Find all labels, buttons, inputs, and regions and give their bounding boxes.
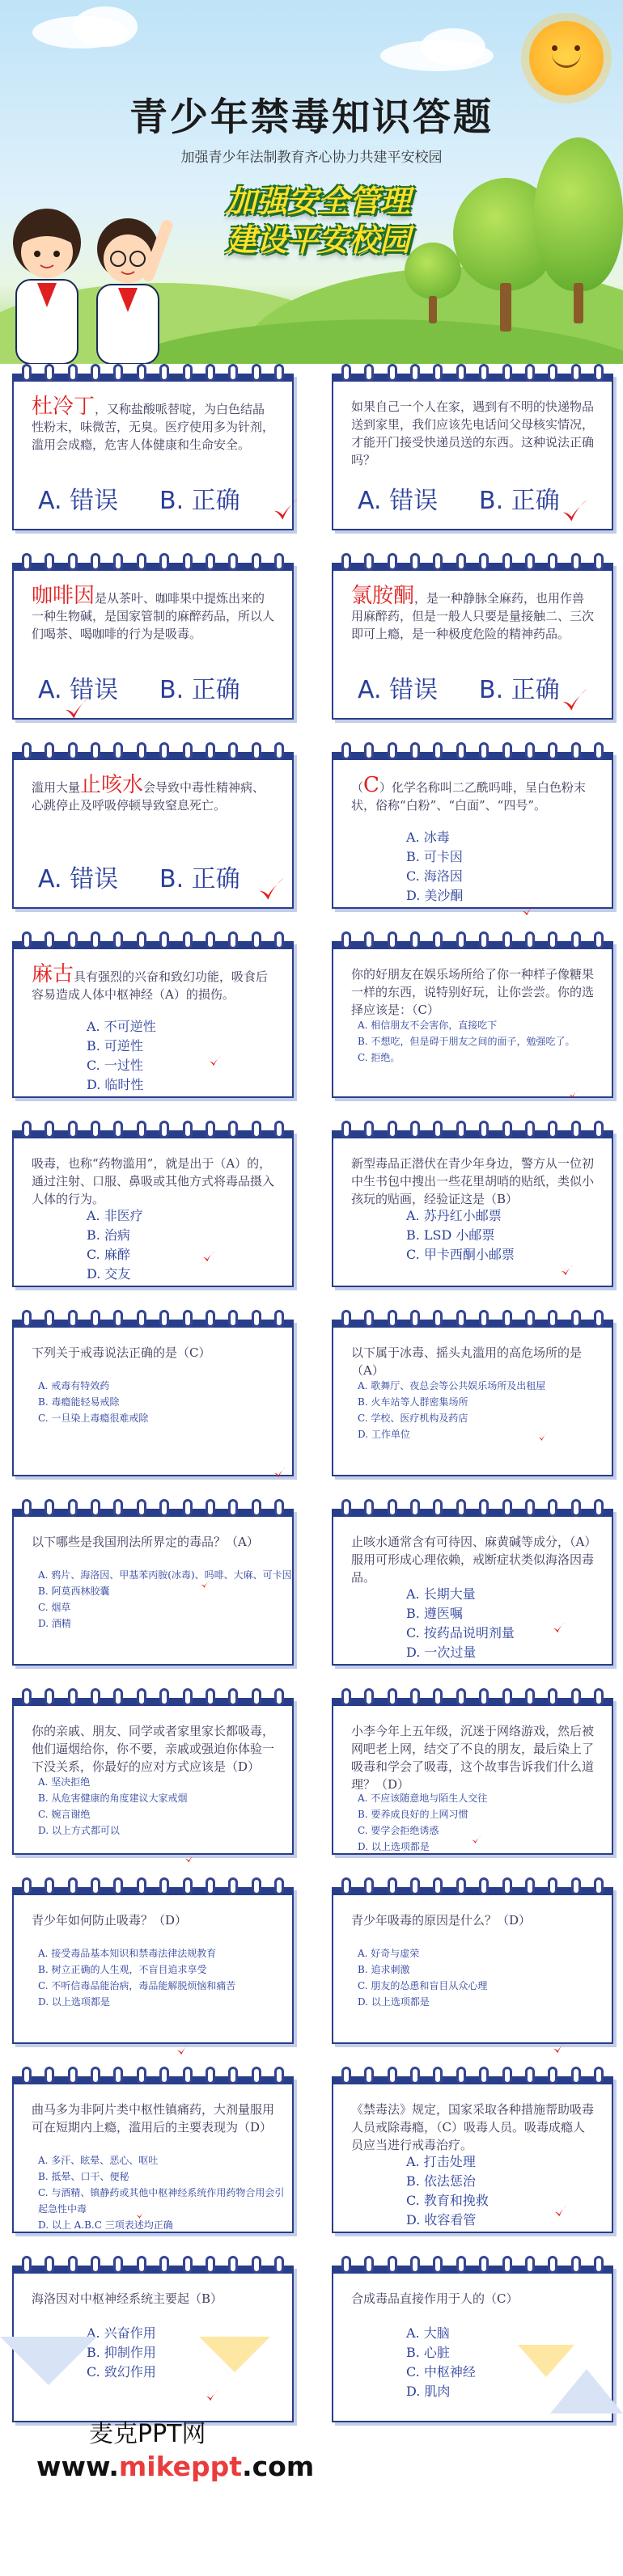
page-subtitle: 加强青少年法制教育齐心协力共建平安校园 xyxy=(180,150,443,166)
url-suffix: .com xyxy=(242,2451,315,2482)
highlight-keyword: 杜冷丁 xyxy=(32,395,95,419)
url-prefix: www. xyxy=(36,2451,119,2482)
answer-option[interactable]: A. 打击处理 xyxy=(406,2154,476,2169)
highlight-keyword: 止咳水 xyxy=(80,773,144,797)
highlight-keyword: 咖啡因 xyxy=(32,584,95,608)
binder-rings xyxy=(341,1688,604,1706)
checkmark-icon xyxy=(521,903,536,918)
question-body: 以下哪些是我国刑法所界定的毒品？（A） xyxy=(32,1535,259,1549)
checkmark-icon xyxy=(471,1834,482,1845)
question-body: 具有强烈的兴奋和致幻功能，吸食后容易造成人体中枢神经（A）的损伤。 xyxy=(32,969,269,1002)
answer-option[interactable]: D. 肌肉 xyxy=(406,2384,451,2399)
question-text xyxy=(32,395,276,454)
checkmark-icon xyxy=(271,495,300,524)
answer-option[interactable]: C. 朋友的怂恿和盲目从众心理 xyxy=(358,1980,488,1991)
answer-option[interactable]: A. 坚决拒绝 xyxy=(38,1776,91,1788)
quiz-card xyxy=(12,752,294,909)
answer-option[interactable]: C. 致幻作用 xyxy=(87,2364,156,2380)
answer-option[interactable]: C. 教育和挽救 xyxy=(406,2193,489,2208)
question-text xyxy=(32,584,276,643)
answer-option[interactable]: A. 不可逆性 xyxy=(87,1019,156,1034)
answer-option[interactable]: C. 一过性 xyxy=(87,1058,143,1073)
answer-option[interactable]: B. 不想吃，但是碍于朋友之间的面子，勉强吃了。 xyxy=(358,1036,575,1047)
answer-option[interactable]: A. 冰毒 xyxy=(406,830,450,845)
answer-option[interactable]: C. 婉言谢绝 xyxy=(38,1809,91,1820)
checkmark-icon xyxy=(552,1620,566,1635)
option-list xyxy=(38,1378,148,1426)
binder-rings xyxy=(341,364,604,382)
slogan xyxy=(184,182,451,260)
question-text xyxy=(351,1533,595,1586)
url-accent: mikeppt xyxy=(118,2451,243,2482)
option-list xyxy=(38,1945,235,2010)
answer-option[interactable]: C. 拒绝。 xyxy=(358,1052,400,1063)
answer-option[interactable]: C. 甲卡西酮小邮票 xyxy=(406,1247,515,1262)
answer-option[interactable]: B. 火车站等人群密集场所 xyxy=(358,1396,468,1408)
quiz-card xyxy=(332,1887,613,2044)
question-body: 止咳水通常含有可待因、麻黄碱等成分，（A）服用可形成心理依赖，戒断症状类似海洛因毒品。 xyxy=(351,1535,595,1585)
answer-option-a[interactable]: A. 错误 xyxy=(38,865,119,893)
question-text xyxy=(32,1911,276,1929)
answer-option[interactable]: C. 一旦染上毒瘾很难戒除 xyxy=(38,1413,149,1424)
question-text xyxy=(32,1722,276,1776)
answer-option[interactable]: B. 要养成良好的上网习惯 xyxy=(358,1809,468,1820)
footer-brand: 麦克PPT网 xyxy=(89,2420,206,2448)
answer-option-a[interactable]: A. 错误 xyxy=(38,487,119,515)
answer-option[interactable]: B. 可逆性 xyxy=(87,1038,143,1054)
question-body: 小李今年上五年级，沉迷于网络游戏，然后被网吧老上网，结交了不良的朋友，最后染上了吸毒和学会了吸毒，这个故事告诉我们什么道理？（D） xyxy=(351,1724,595,1792)
checkmark-icon xyxy=(176,2042,190,2057)
question-text xyxy=(32,1155,276,1208)
quiz-card xyxy=(332,1698,613,1855)
answer-option[interactable]: D. 以上选项都是 xyxy=(358,1841,430,1852)
answer-option[interactable]: B. LSD 小邮票 xyxy=(406,1227,495,1243)
answer-option[interactable]: C. 要学会拒绝诱惑 xyxy=(358,1825,439,1836)
answer-option-b[interactable]: B. 正确 xyxy=(479,676,560,704)
option-list xyxy=(406,1206,515,1265)
highlight-keyword: C xyxy=(363,773,379,797)
answer-option[interactable]: A. 大脑 xyxy=(406,2325,450,2341)
answer-option[interactable]: C. 学校、医疗机构及药店 xyxy=(358,1413,468,1424)
checkmark-icon xyxy=(560,496,589,526)
question-body: ）化学名称叫二乙酰吗啡，呈白色粉末状，俗称“白粉”、“白面”、“四号”。 xyxy=(351,780,586,813)
quiz-card xyxy=(332,563,613,720)
question-body: 曲马多为非阿片类中枢性镇痛药，大剂量服用可在短期内上瘾，滥用后的主要表现为（D） xyxy=(32,2102,275,2135)
answer-option[interactable]: D. 美沙酮 xyxy=(406,888,464,903)
binder-rings xyxy=(22,1877,284,1895)
checkmark-icon xyxy=(208,1054,222,1068)
binder-rings xyxy=(341,1121,604,1138)
question-body: ，又称盐酸哌替啶，为白色结晶性粉末，味微苦，无臭。医疗使用多为针剂，滥用会成瘾，危害人体健康和生命安全。 xyxy=(32,402,275,452)
question-text xyxy=(351,1155,595,1208)
question-body: 下列关于戒毒说法正确的是（C） xyxy=(32,1345,211,1360)
answer-option-b[interactable]: B. 正确 xyxy=(479,487,560,515)
answer-option[interactable]: B. 心脏 xyxy=(406,2345,450,2360)
answer-option[interactable]: A. 不应该随意地与陌生人交往 xyxy=(358,1793,488,1804)
question-body: 《禁毒法》规定，国家采取各种措施帮助吸毒人员戒除毒瘾，（C）吸毒人员。吸毒成瘾人员应当进行戒毒治疗。 xyxy=(351,2102,595,2152)
answer-option[interactable]: C. 烟草 xyxy=(38,1602,71,1613)
question-text xyxy=(32,2290,276,2308)
answer-option[interactable]: B. 从危害健康的角度建议大家戒烟 xyxy=(38,1793,188,1804)
option-list xyxy=(358,1017,574,1066)
sun-icon xyxy=(529,21,604,95)
question-body: 以下属于冰毒、摇头丸滥用的高危场所的是（A） xyxy=(351,1345,583,1378)
answer-option[interactable]: A. 兴奋作用 xyxy=(87,2325,156,2341)
binder-rings xyxy=(22,1310,284,1328)
answer-option[interactable]: A. 鸦片、海洛因、甲基苯丙胺(冰毒)、吗啡、大麻、可卡因 xyxy=(38,1569,292,1581)
checkmark-icon xyxy=(560,686,589,715)
header-banner xyxy=(0,0,623,364)
option-list xyxy=(87,1017,156,1095)
option-list xyxy=(38,1774,187,1839)
question-prefix: （ xyxy=(351,780,364,795)
question-text xyxy=(351,2290,595,2308)
question-text xyxy=(32,962,276,1003)
answer-option[interactable]: D. 临时性 xyxy=(87,1077,144,1092)
answer-option[interactable]: D. 收容看管 xyxy=(406,2212,477,2228)
binder-rings xyxy=(341,2067,604,2084)
answer-option-a[interactable]: A. 错误 xyxy=(358,487,439,515)
answer-option[interactable]: A. 相信朋友不会害你，直接吃下 xyxy=(358,1020,498,1031)
answer-option[interactable]: B. 抑制作用 xyxy=(87,2345,156,2360)
question-text xyxy=(32,773,276,814)
binder-rings xyxy=(22,364,284,382)
binder-rings xyxy=(22,1121,284,1138)
answer-option[interactable]: B. 依法惩治 xyxy=(406,2173,476,2189)
checkmark-icon xyxy=(568,1088,579,1100)
answer-option[interactable]: C. 不听信毒品能治病，毒品能解脱烦恼和痛苦 xyxy=(38,1980,236,1991)
student-illustration xyxy=(0,186,186,364)
quiz-card xyxy=(332,2076,613,2233)
binder-rings xyxy=(341,1877,604,1895)
binder-rings xyxy=(341,1310,604,1328)
answer-option-b[interactable]: B. 正确 xyxy=(159,487,240,515)
answer-option-b[interactable]: B. 正确 xyxy=(159,865,240,893)
option-list xyxy=(406,828,463,906)
answer-option[interactable]: A. 戒毒有特效药 xyxy=(38,1380,110,1391)
question-body: 合成毒品直接作用于人的（C） xyxy=(351,2291,519,2306)
binder-rings xyxy=(22,2256,284,2274)
question-prefix: 滥用大量 xyxy=(32,780,81,795)
answer-option-b[interactable]: B. 正确 xyxy=(159,676,240,704)
quiz-card xyxy=(332,374,613,530)
answer-option[interactable]: D. 工作单位 xyxy=(358,1429,410,1440)
question-text xyxy=(351,2101,595,2154)
option-list xyxy=(406,1585,515,1662)
answer-option[interactable]: C. 海洛因 xyxy=(406,868,463,884)
answer-option[interactable]: A. 长期大量 xyxy=(406,1586,476,1602)
checkmark-icon xyxy=(560,1263,574,1277)
question-body: 吸毒，也称“药物滥用”，就是出于（A）的，通过注射、口服、鼻吸或其他方式将毒品摄入人体的行为。 xyxy=(32,1156,275,1206)
question-text xyxy=(351,1722,595,1793)
quiz-card xyxy=(12,1509,294,1666)
binder-rings xyxy=(22,2067,284,2084)
checkmark-icon xyxy=(256,875,286,904)
question-body: 海洛因对中枢神经系统主要起（B） xyxy=(32,2291,223,2306)
quiz-card xyxy=(12,563,294,720)
answer-option[interactable]: D. 交友 xyxy=(87,1266,131,1282)
checkmark-icon xyxy=(537,1431,549,1442)
answer-option[interactable]: B. 追求刺激 xyxy=(358,1964,410,1975)
quiz-card xyxy=(12,1887,294,2044)
footer-url-link[interactable] xyxy=(36,2451,314,2482)
answer-option[interactable]: A. 接受毒品基本知识和禁毒法律法规教育 xyxy=(38,1948,217,1959)
answer-option[interactable]: C. 麻醉 xyxy=(87,1247,130,1262)
answer-option[interactable]: D. 以上选项都是 xyxy=(38,1996,110,2008)
answer-option[interactable]: A. 好奇与虚荣 xyxy=(358,1948,420,1959)
option-list xyxy=(358,1378,545,1442)
answer-option[interactable]: B. 树立正确的人生观，不盲目追求享受 xyxy=(38,1964,207,1975)
question-body: 新型毒品正潜伏在青少年身边，警方从一位初中生书包中搜出一些花里胡哨的贴纸，类似小孩玩的贴画，经验证这是（B） xyxy=(351,1156,595,1206)
answer-option[interactable]: B. 可卡因 xyxy=(406,849,463,864)
binder-rings xyxy=(22,553,284,571)
quiz-card xyxy=(332,1509,613,1666)
highlight-keyword: 氯胺酮 xyxy=(351,584,415,608)
answer-option[interactable]: D. 酒精 xyxy=(38,1618,71,1629)
answer-option[interactable]: B. 遵医嘱 xyxy=(406,1606,463,1621)
question-text xyxy=(351,773,595,814)
question-text xyxy=(351,584,595,643)
quiz-card xyxy=(332,752,613,909)
checkmark-icon xyxy=(273,1465,287,1480)
binder-rings xyxy=(22,1688,284,1706)
question-body: 会导致中毒性精神病、心跳停止及呼吸停顿导致窒息死亡。 xyxy=(32,780,265,813)
answer-option[interactable]: A. 非医疗 xyxy=(87,1208,143,1223)
answer-option[interactable]: B. 阿莫西林胶囊 xyxy=(38,1586,110,1597)
answer-option[interactable]: B. 毒瘾能轻易戒除 xyxy=(38,1396,120,1408)
binder-rings xyxy=(341,2256,604,2274)
quiz-card xyxy=(332,1320,613,1476)
question-text xyxy=(351,398,595,469)
binder-rings xyxy=(22,931,284,949)
question-text xyxy=(351,1344,595,1379)
question-text xyxy=(32,2101,276,2136)
question-text xyxy=(351,1911,595,1929)
question-body: 青少年如何防止吸毒？（D） xyxy=(32,1913,188,1928)
binder-rings xyxy=(341,742,604,760)
question-text xyxy=(351,965,595,1019)
checkmark-icon xyxy=(135,2209,146,2220)
question-text xyxy=(32,1344,276,1362)
answer-option[interactable]: D. 一次过量 xyxy=(406,1645,477,1660)
quiz-card xyxy=(12,2076,294,2233)
binder-rings xyxy=(22,742,284,760)
option-list xyxy=(38,1567,292,1632)
question-body: 你的好朋友在娱乐场所给了你一种样子像糖果一样的东西，说特别好玩，让你尝尝。你的选择应该是：（C） xyxy=(351,967,595,1017)
checkmark-icon xyxy=(184,1852,197,1864)
option-list xyxy=(38,2152,292,2233)
quiz-card xyxy=(332,1130,613,1287)
binder-rings xyxy=(22,1499,284,1517)
question-body: 如果自己一个人在家，遇到有不明的快递物品送到家里，我们应该先电话问父母核实情况，才能开门接受快递员送的东西。这种说法正确吗？ xyxy=(351,399,595,467)
page-title: 青少年禁毒知识答题 xyxy=(129,95,494,140)
checkmark-icon xyxy=(200,1578,211,1590)
answer-option[interactable]: A. 苏丹红小邮票 xyxy=(406,1208,502,1223)
answer-option[interactable]: B. 治病 xyxy=(87,1227,130,1243)
option-list xyxy=(358,1790,487,1855)
answer-option[interactable]: C. 按药品说明剂量 xyxy=(406,1625,515,1641)
checkmark-icon xyxy=(62,694,91,723)
question-body: 你的亲戚、朋友、同学或者家里家长都吸毒，他们逼烟给你，你不要，亲戚或强迫你体验一下没关系，你最好的应对方式应该是（D） xyxy=(32,1724,275,1774)
quiz-card xyxy=(332,941,613,1098)
binder-rings xyxy=(341,931,604,949)
answer-option[interactable]: B. 抵晕、口干、便秘 xyxy=(38,2171,129,2182)
answer-option[interactable]: C. 中枢神经 xyxy=(406,2364,476,2380)
slogan-line: 加强安全管理 xyxy=(225,184,410,219)
option-list xyxy=(358,1945,487,2010)
checkmark-icon xyxy=(201,1249,216,1264)
question-body: 青少年吸毒的原因是什么？（D） xyxy=(351,1913,532,1928)
answer-option[interactable]: A. 歌舞厅、夜总会等公共娱乐场所及出租屋 xyxy=(358,1380,546,1391)
answer-option-a[interactable]: A. 错误 xyxy=(38,676,119,704)
answer-option[interactable]: D. 以上 A.B.C 三项表述均正确 xyxy=(38,2219,173,2231)
answer-option[interactable]: C. 与酒精、镇静药或其他中枢神经系统作用药物合用会引起急性中毒 xyxy=(38,2187,285,2215)
question-body: ，是一种静脉全麻药，也用作兽用麻醉药，但是一般人只要是量接触二、三次即可上瘾，是一种极度危险的精神药品。 xyxy=(351,591,595,641)
answer-option-a[interactable]: A. 错误 xyxy=(358,676,439,704)
binder-rings xyxy=(341,1499,604,1517)
quiz-card xyxy=(12,1130,294,1287)
question-body: 是从茶叶、咖啡果中提炼出来的一种生物碱，是国家管制的麻醉药品，所以人们喝茶、喝咖啡的行为是吸毒。 xyxy=(32,591,275,641)
option-list xyxy=(406,2152,489,2230)
highlight-keyword: 麻古 xyxy=(32,962,74,986)
slogan-line: 建设平安校园 xyxy=(225,222,410,258)
quiz-card xyxy=(12,1320,294,1476)
quiz-card xyxy=(12,374,294,530)
checkmark-icon xyxy=(552,2041,566,2055)
checkmark-icon xyxy=(553,2204,568,2219)
quiz-card xyxy=(12,1698,294,1855)
answer-option[interactable]: D. 以上选项都是 xyxy=(358,1996,430,2008)
answer-option[interactable]: D. 以上方式都可以 xyxy=(38,1825,120,1836)
answer-option[interactable]: A. 多汗、眩晕、恶心、呕吐 xyxy=(38,2155,159,2166)
question-text xyxy=(32,1533,276,1551)
quiz-card xyxy=(12,941,294,1098)
binder-rings xyxy=(341,553,604,571)
option-list xyxy=(87,1206,143,1284)
